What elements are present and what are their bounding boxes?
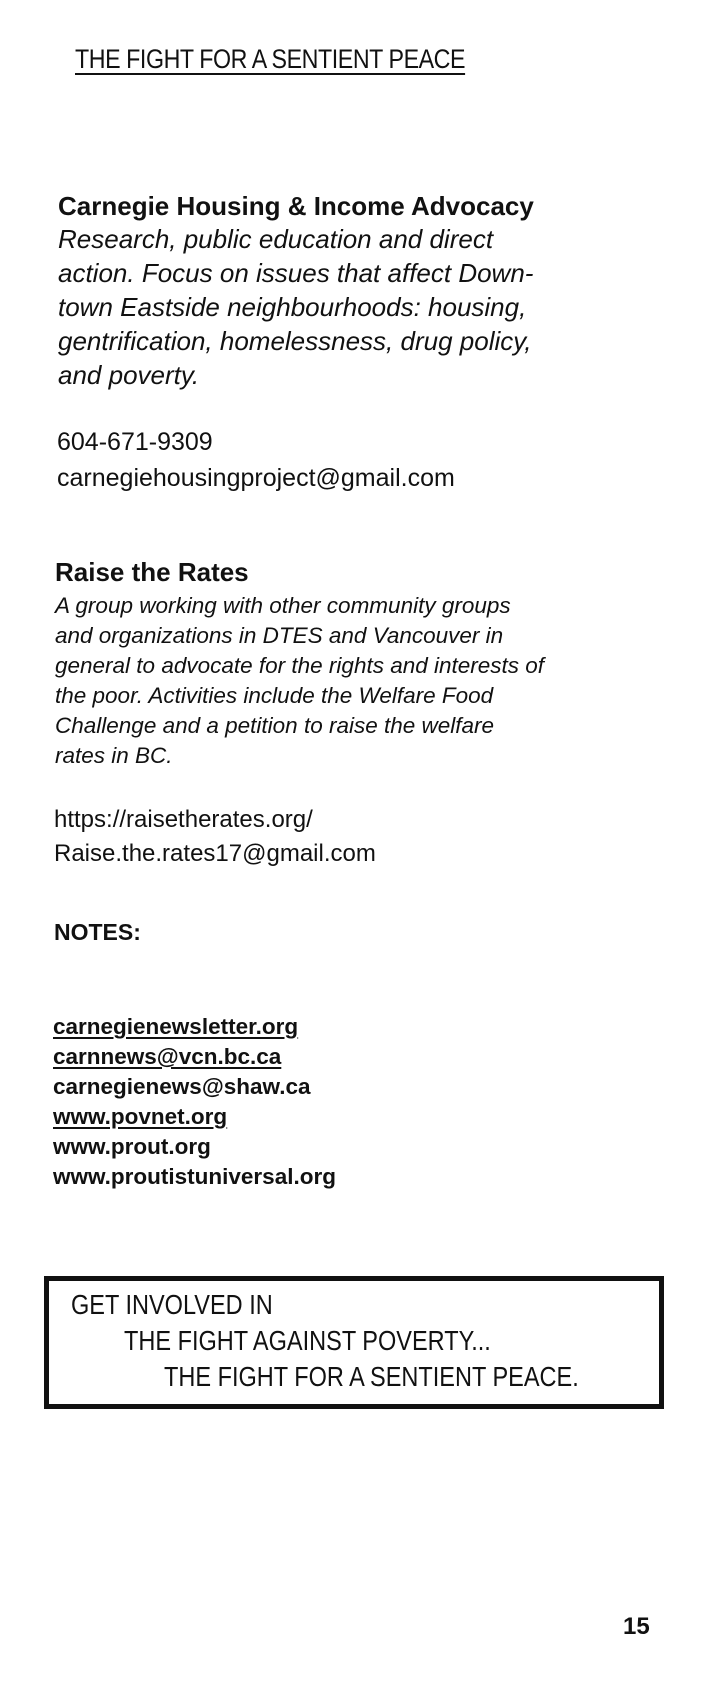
link-proutistuniversal[interactable]: www.proutistuniversal.org	[53, 1164, 336, 1189]
link-povnet[interactable]: www.povnet.org	[53, 1104, 228, 1129]
org-description-carnegie-housing	[58, 222, 658, 392]
link-carnegienews-email[interactable]: carnegienews@shaw.ca	[53, 1074, 311, 1099]
description-line: general to advocate for the rights and interests of	[55, 653, 545, 678]
call-to-action-box	[44, 1276, 664, 1409]
org-name-carnegie-housing: Carnegie Housing & Income Advocacy	[58, 191, 534, 221]
description-line: Research, public education and direct	[58, 224, 494, 254]
notes-label: NOTES:	[54, 919, 141, 945]
website-link[interactable]: https://raisetherates.org/	[54, 806, 313, 833]
link-carnnews-email[interactable]: carnnews@vcn.bc.ca	[53, 1044, 282, 1069]
link-prout[interactable]: www.prout.org	[53, 1134, 211, 1159]
phone-number: 604-671-9309	[57, 428, 213, 456]
email-link[interactable]: Raise.the.rates17@gmail.com	[54, 840, 376, 867]
description-line: town Eastside neighbourhoods: housing,	[58, 292, 527, 322]
contact-block-raise-the-rates	[54, 803, 376, 871]
description-line: A group working with other community groups	[55, 593, 511, 618]
callout-line-2: THE FIGHT AGAINST POVERTY...	[124, 1325, 491, 1356]
description-line: rates in BC.	[55, 743, 173, 768]
notes-link-list	[53, 1012, 336, 1192]
contact-block-carnegie-housing	[57, 424, 455, 496]
description-line: action. Focus on issues that affect Down-	[58, 258, 534, 288]
description-line: Challenge and a petition to raise the welfare	[55, 713, 495, 738]
org-name-raise-the-rates: Raise the Rates	[55, 557, 249, 587]
link-carnegienewsletter[interactable]: carnegienewsletter.org	[53, 1014, 299, 1039]
description-line: the poor. Activities include the Welfare Food	[55, 683, 494, 708]
org-description-raise-the-rates	[55, 591, 675, 771]
email-link[interactable]: carnegiehousingproject@gmail.com	[57, 464, 455, 492]
callout-line-1: GET INVOLVED IN	[71, 1289, 273, 1320]
callout-line-3: THE FIGHT FOR A SENTIENT PEACE.	[164, 1361, 579, 1392]
description-line: and poverty.	[58, 360, 200, 390]
description-line: and organizations in DTES and Vancouver in	[55, 623, 504, 648]
description-line: gentrification, homelessness, drug policy,	[58, 326, 532, 356]
page-header-title: THE FIGHT FOR A SENTIENT PEACE	[75, 44, 466, 74]
page-number: 15	[623, 1613, 650, 1640]
